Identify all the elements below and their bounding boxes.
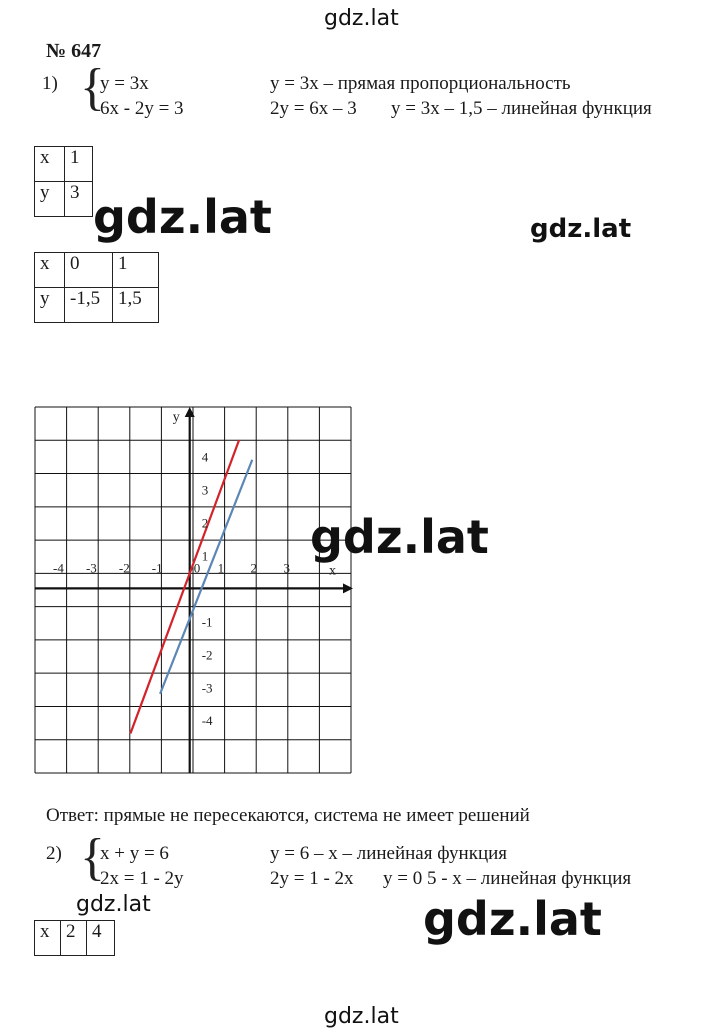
part1-eq2: 6x - 2y = 3	[100, 98, 184, 119]
table-cell: y	[35, 182, 65, 217]
table-cell: 3	[65, 182, 93, 217]
y-tick-label: -2	[201, 647, 213, 663]
part1-note1: y = 3x – прямая пропорциональность	[270, 73, 571, 94]
x-tick-label: -3	[85, 560, 97, 576]
graph-line-y-3x	[130, 440, 239, 733]
table-cell: 1	[113, 253, 159, 288]
part1-note2a: 2y = 6x – 3	[270, 98, 357, 119]
y-tick-label: -3	[201, 680, 213, 696]
x-tick-label: -1	[151, 560, 163, 576]
part2-eq1: x + y = 6	[100, 843, 169, 864]
y-axis-label: y	[172, 410, 180, 425]
graph-labels	[53, 410, 336, 728]
part1-eq1: y = 3x	[100, 73, 149, 94]
graph-grid	[35, 407, 351, 773]
y-tick-label: -4	[201, 713, 213, 729]
watermark-right-mid: gdz.lat	[530, 214, 632, 244]
part2-note2a: 2y = 1 - 2x	[270, 868, 354, 889]
x-axis-label: x	[329, 563, 336, 579]
table-cell: 2	[61, 921, 87, 956]
watermark-lower-big: gdz.lat	[423, 892, 602, 946]
graph-axes	[35, 407, 353, 773]
table-cell: x	[35, 147, 65, 182]
x-tick-label: 2	[250, 560, 258, 576]
part2-note2b: y = 0 5 - x – линейная функция	[383, 868, 632, 889]
table-cell: 0	[65, 253, 113, 288]
table-cell: -1,5	[65, 288, 113, 323]
watermark-bottom: gdz.lat	[324, 1004, 399, 1029]
watermark-top: gdz.lat	[324, 6, 399, 31]
answer-1: Ответ: прямые не пересекаются, система не имеет решений	[46, 805, 530, 826]
watermark-left-big: gdz.lat	[93, 190, 272, 244]
table-cell: 4	[87, 921, 115, 956]
y-tick-label: -1	[201, 614, 213, 630]
part1-index: 1)	[42, 73, 58, 94]
problem-number: № 647	[46, 40, 102, 62]
x-tick-label: -2	[118, 560, 130, 576]
system-brace-2: {	[80, 829, 105, 886]
part1-note2b: y = 3x – 1,5 – линейная функция	[391, 98, 652, 119]
graph-lines	[130, 440, 252, 733]
x-tick-label: -4	[53, 560, 64, 576]
table-cell: x	[35, 921, 61, 956]
table-row	[35, 921, 115, 956]
y-tick-label: 2	[201, 515, 209, 531]
x-tick-label: 3	[283, 560, 290, 576]
watermark-lower-small: gdz.lat	[76, 892, 151, 917]
y-tick-label: 4	[201, 449, 209, 465]
value-table-3	[34, 920, 115, 956]
part2-index: 2)	[46, 843, 62, 864]
system-brace: {	[80, 59, 105, 116]
table-cell: 1,5	[113, 288, 159, 323]
watermark-center-big: gdz.lat	[310, 510, 489, 564]
table-cell: y	[35, 288, 65, 323]
table-cell: x	[35, 253, 65, 288]
x-tick-label: 1	[217, 560, 225, 576]
y-tick-label: 1	[201, 548, 209, 564]
x-tick-label: 0	[193, 560, 201, 576]
table-cell: 1	[65, 147, 93, 182]
part2-eq2: 2x = 1 - 2y	[100, 868, 184, 889]
y-tick-label: 3	[201, 482, 209, 498]
part2-note1: y = 6 – x – линейная функция	[270, 843, 508, 864]
